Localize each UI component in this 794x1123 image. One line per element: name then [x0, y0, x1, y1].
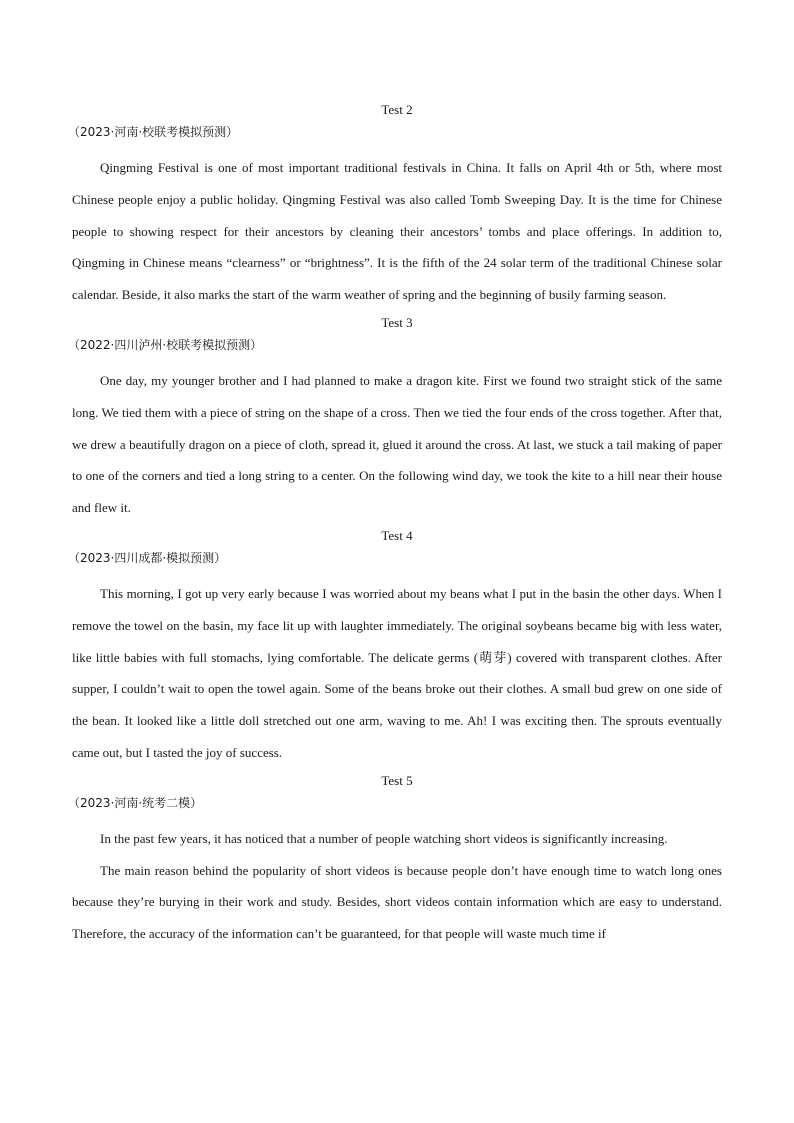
test-section	[68, 313, 722, 524]
source-label: （2023·河南·统考二模）	[68, 795, 203, 810]
paragraph: This morning, I got up very early because I was worried about my beans what I put in the basin the other days. When I remove the towel on the basin, my face lit up with laughter immediately. The original soybeans became big with less water, like little babies with full stomachs, lying comfortable. The delicate germs (萌芽) covered with transparent clothes. After supper, I couldn’t wait to open the towel again. Some of the beans broke out their clothes. A small bud grew on one side of the bean. It looked like a little doll stretched out one arm, waving to me. Ah! I was exciting then. The sprouts eventually came out, but I tasted the joy of success.	[72, 585, 722, 760]
test-title: Test 4	[381, 527, 413, 543]
test-title: Test 3	[381, 314, 413, 330]
paragraph: Qingming Festival is one of most important traditional festivals in China. It falls on April 4th or 5th, where most Chinese people enjoy a public holiday. Qingming Festival was also called Tomb Sweeping Day. It is the time for Chinese people to showing respect for their ancestors by cleaning their ancestors’ tombs and place offerings. In addition to, Qingming in Chinese means “clearness” or “brightness”. It is the fifth of the 24 solar term of the traditional Chinese solar calendar. Beside, it also marks the start of the warm weather of spring and the beginning of busily farming season.	[72, 160, 722, 303]
paragraph: The main reason behind the popularity of short videos is because people don’t have enough time to watch long ones because they’re burying in their work and study. Besides, short videos contain information which are easy to understand. Therefore, the accuracy of the information can’t be guaranteed, for that people will waste much time if	[72, 862, 722, 942]
paragraph: In the past few years, it has noticed that a number of people watching short videos is significantly increasing.	[100, 830, 668, 846]
test-section	[68, 771, 722, 950]
test-title: Test 5	[381, 772, 413, 788]
paragraph: One day, my younger brother and I had planned to make a dragon kite. First we found two straight stick of the same long. We tied them with a piece of string on the shape of a cross. Then we tied the four ends of the cross together. After that, we drew a beautifully dragon on a piece of cloth, spread it, glued it around the cross. At last, we stuck a tail making of paper to one of the corners and tied a long string to a center. On the following wind day, we took the kite to a hill near their house and flew it.	[72, 372, 722, 516]
source-label: （2023·河南·校联考模拟预测）	[68, 125, 239, 139]
test-title: Test 2	[381, 102, 413, 117]
document-content	[68, 100, 722, 952]
test-section	[68, 100, 722, 311]
test-section	[68, 526, 722, 769]
source-label: （2023·四川成都·模拟预测）	[68, 550, 227, 565]
source-label: （2022·四川泸州·校联考模拟预测）	[68, 337, 263, 352]
